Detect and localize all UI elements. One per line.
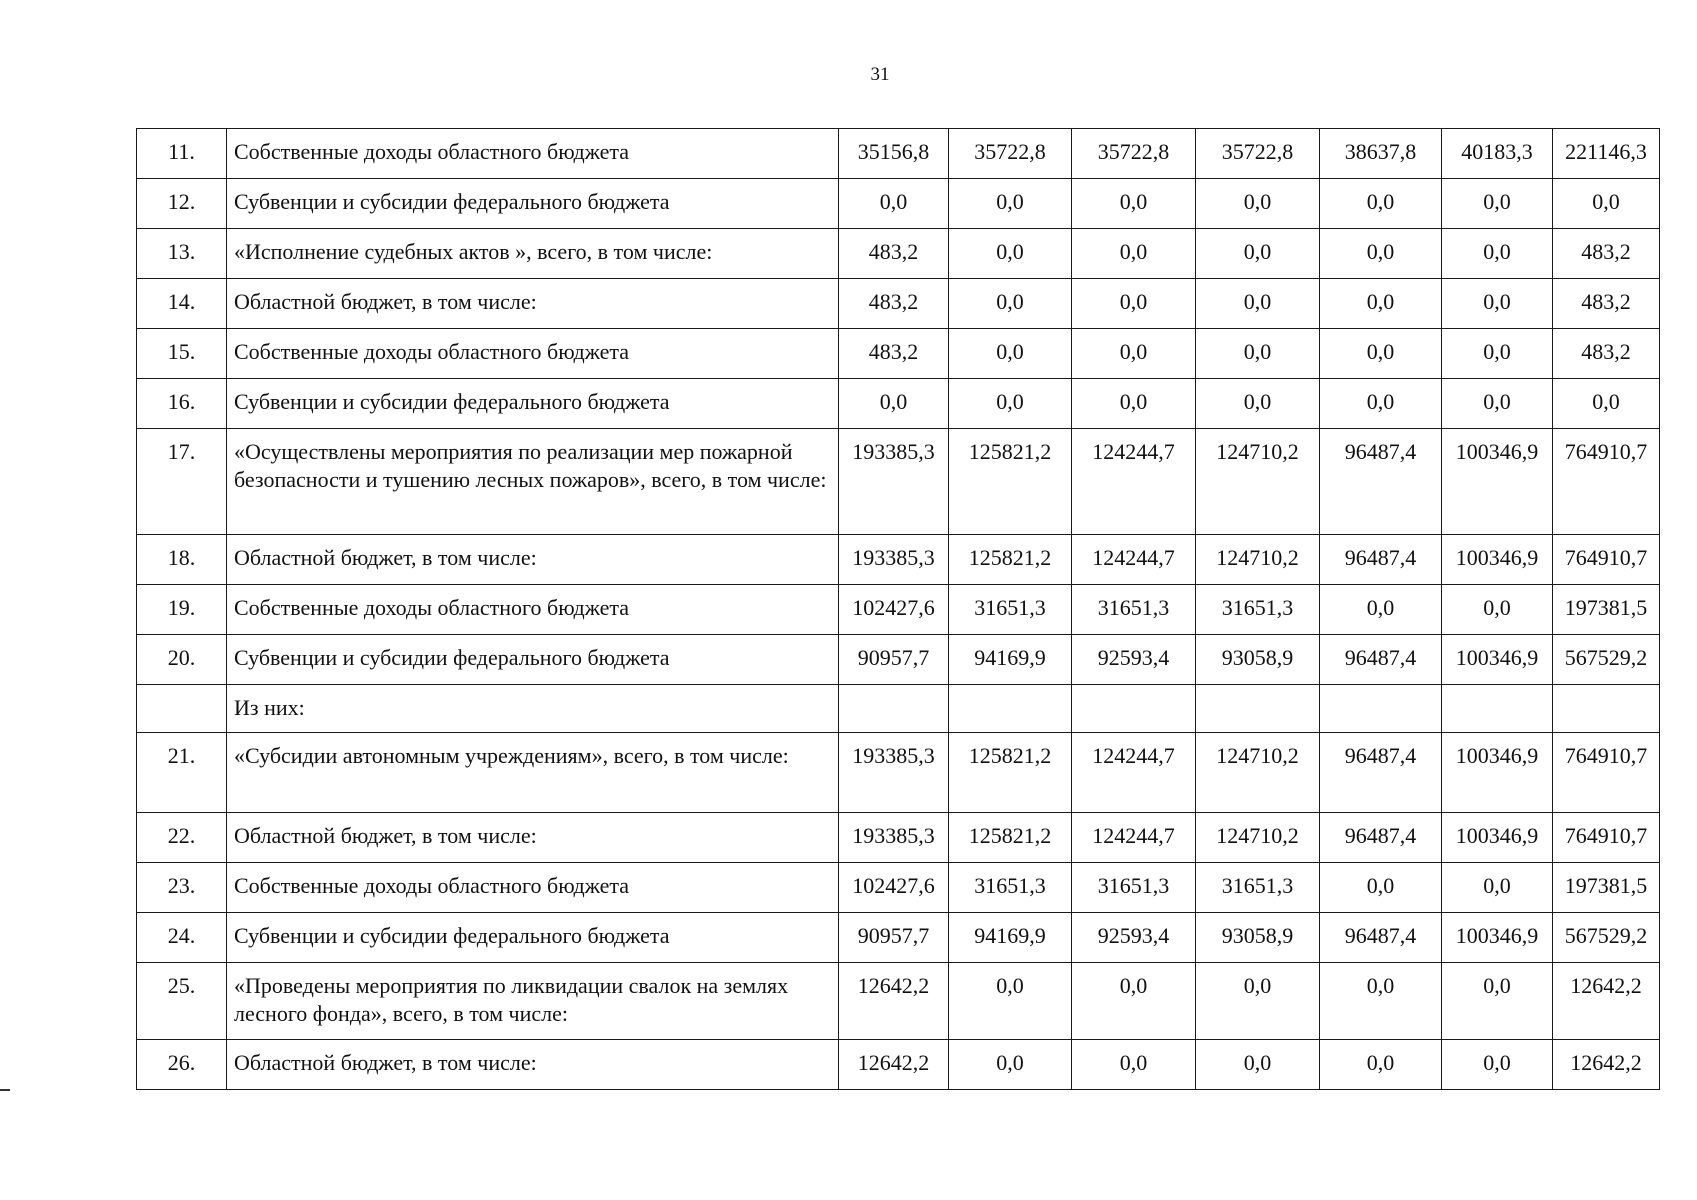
value-cell: 0,0 — [1196, 329, 1320, 379]
value-cell: 12642,2 — [839, 1040, 949, 1090]
value-cell: 0,0 — [1442, 329, 1553, 379]
value-cell: 0,0 — [1442, 179, 1553, 229]
row-label: Субвенции и субсидии федерального бюджета — [227, 913, 839, 963]
value-cell: 35156,8 — [839, 129, 949, 179]
value-cell: 0,0 — [1320, 279, 1442, 329]
value-cell: 197381,5 — [1553, 863, 1660, 913]
value-cell: 0,0 — [1072, 1040, 1196, 1090]
value-cell: 124710,2 — [1196, 733, 1320, 813]
table-row — [137, 733, 1660, 813]
value-cell: 31651,3 — [949, 585, 1072, 635]
row-label: «Субсидии автономным учреждениям», всего, в том числе: — [227, 733, 839, 813]
row-label: Из них: — [227, 685, 839, 733]
value-cell: 124710,2 — [1196, 535, 1320, 585]
value-cell: 31651,3 — [949, 863, 1072, 913]
row-label: Областной бюджет, в том числе: — [227, 535, 839, 585]
value-cell: 483,2 — [839, 279, 949, 329]
table-row — [137, 329, 1660, 379]
value-cell: 0,0 — [1320, 229, 1442, 279]
value-cell: 12642,2 — [839, 963, 949, 1040]
value-cell: 0,0 — [1072, 179, 1196, 229]
value-cell: 567529,2 — [1553, 635, 1660, 685]
value-cell: 483,2 — [1553, 329, 1660, 379]
value-cell: 0,0 — [1442, 863, 1553, 913]
table-row — [137, 279, 1660, 329]
value-cell: 193385,3 — [839, 733, 949, 813]
value-cell: 0,0 — [1072, 329, 1196, 379]
value-cell: 31651,3 — [1072, 585, 1196, 635]
value-cell — [949, 685, 1072, 733]
value-cell: 483,2 — [1553, 279, 1660, 329]
value-cell: 0,0 — [1320, 179, 1442, 229]
value-cell: 96487,4 — [1320, 635, 1442, 685]
table-row — [137, 179, 1660, 229]
value-cell: 0,0 — [949, 1040, 1072, 1090]
table-row — [137, 1040, 1660, 1090]
value-cell: 0,0 — [1320, 329, 1442, 379]
value-cell: 35722,8 — [1196, 129, 1320, 179]
row-number: 12. — [137, 179, 227, 229]
value-cell: 124244,7 — [1072, 733, 1196, 813]
value-cell: 125821,2 — [949, 429, 1072, 535]
value-cell: 96487,4 — [1320, 429, 1442, 535]
value-cell: 124710,2 — [1196, 429, 1320, 535]
value-cell: 193385,3 — [839, 535, 949, 585]
row-number: 19. — [137, 585, 227, 635]
row-number: 15. — [137, 329, 227, 379]
row-number: 20. — [137, 635, 227, 685]
row-number: 24. — [137, 913, 227, 963]
value-cell: 0,0 — [839, 379, 949, 429]
value-cell: 0,0 — [1442, 1040, 1553, 1090]
value-cell: 125821,2 — [949, 733, 1072, 813]
value-cell — [1072, 685, 1196, 733]
value-cell: 124244,7 — [1072, 813, 1196, 863]
value-cell: 0,0 — [1442, 229, 1553, 279]
value-cell: 0,0 — [1196, 279, 1320, 329]
value-cell: 100346,9 — [1442, 733, 1553, 813]
row-number: 13. — [137, 229, 227, 279]
value-cell: 31651,3 — [1196, 585, 1320, 635]
value-cell: 0,0 — [1442, 379, 1553, 429]
value-cell: 100346,9 — [1442, 913, 1553, 963]
value-cell: 764910,7 — [1553, 813, 1660, 863]
value-cell: 0,0 — [1320, 585, 1442, 635]
table-row — [137, 913, 1660, 963]
row-label: Областной бюджет, в том числе: — [227, 279, 839, 329]
value-cell: 35722,8 — [949, 129, 1072, 179]
row-number: 14. — [137, 279, 227, 329]
value-cell: 125821,2 — [949, 535, 1072, 585]
value-cell: 0,0 — [1072, 279, 1196, 329]
value-cell: 0,0 — [1442, 963, 1553, 1040]
value-cell: 0,0 — [949, 179, 1072, 229]
value-cell: 31651,3 — [1072, 863, 1196, 913]
row-label: Собственные доходы областного бюджета — [227, 585, 839, 635]
row-label: Собственные доходы областного бюджета — [227, 329, 839, 379]
table-row — [137, 229, 1660, 279]
row-label: «Исполнение судебных актов », всего, в том числе: — [227, 229, 839, 279]
value-cell — [1442, 685, 1553, 733]
table-row — [137, 635, 1660, 685]
value-cell: 764910,7 — [1553, 733, 1660, 813]
value-cell: 0,0 — [1196, 229, 1320, 279]
value-cell: 0,0 — [1320, 1040, 1442, 1090]
value-cell: 0,0 — [949, 963, 1072, 1040]
value-cell: 38637,8 — [1320, 129, 1442, 179]
value-cell: 94169,9 — [949, 913, 1072, 963]
row-label: «Осуществлены мероприятия по реализации мер пожарной безопасности и тушению лесных пожаров», всего, в том числе: — [227, 429, 839, 535]
value-cell: 764910,7 — [1553, 535, 1660, 585]
row-label: Субвенции и субсидии федерального бюджета — [227, 379, 839, 429]
value-cell: 96487,4 — [1320, 733, 1442, 813]
value-cell: 100346,9 — [1442, 635, 1553, 685]
value-cell: 0,0 — [1320, 863, 1442, 913]
row-label: Собственные доходы областного бюджета — [227, 863, 839, 913]
value-cell: 102427,6 — [839, 585, 949, 635]
value-cell: 483,2 — [839, 329, 949, 379]
value-cell: 0,0 — [1196, 179, 1320, 229]
value-cell: 100346,9 — [1442, 535, 1553, 585]
value-cell: 90957,7 — [839, 913, 949, 963]
table-body — [137, 129, 1660, 1090]
value-cell: 0,0 — [1553, 379, 1660, 429]
value-cell: 12642,2 — [1553, 1040, 1660, 1090]
value-cell: 96487,4 — [1320, 813, 1442, 863]
row-number: 18. — [137, 535, 227, 585]
page-number: 31 — [870, 64, 890, 85]
value-cell: 92593,4 — [1072, 913, 1196, 963]
value-cell: 0,0 — [1442, 279, 1553, 329]
table-row — [137, 379, 1660, 429]
row-label: Субвенции и субсидии федерального бюджета — [227, 179, 839, 229]
row-number: 26. — [137, 1040, 227, 1090]
value-cell: 92593,4 — [1072, 635, 1196, 685]
value-cell: 102427,6 — [839, 863, 949, 913]
value-cell — [1320, 685, 1442, 733]
value-cell: 93058,9 — [1196, 635, 1320, 685]
table-row — [137, 685, 1660, 733]
row-number — [137, 685, 227, 733]
value-cell: 35722,8 — [1072, 129, 1196, 179]
value-cell: 197381,5 — [1553, 585, 1660, 635]
row-number: 16. — [137, 379, 227, 429]
row-number: 21. — [137, 733, 227, 813]
value-cell: 764910,7 — [1553, 429, 1660, 535]
value-cell: 90957,7 — [839, 635, 949, 685]
value-cell: 221146,3 — [1553, 129, 1660, 179]
row-label: Областной бюджет, в том числе: — [227, 1040, 839, 1090]
value-cell: 96487,4 — [1320, 913, 1442, 963]
value-cell: 94169,9 — [949, 635, 1072, 685]
value-cell: 0,0 — [1072, 963, 1196, 1040]
value-cell: 0,0 — [1320, 379, 1442, 429]
value-cell: 0,0 — [839, 179, 949, 229]
value-cell: 0,0 — [1553, 179, 1660, 229]
row-label: Собственные доходы областного бюджета — [227, 129, 839, 179]
table-row — [137, 129, 1660, 179]
table-row — [137, 963, 1660, 1040]
value-cell: 40183,3 — [1442, 129, 1553, 179]
value-cell: 483,2 — [1553, 229, 1660, 279]
value-cell — [1553, 685, 1660, 733]
budget-table — [136, 128, 1660, 1090]
table-row — [137, 535, 1660, 585]
value-cell: 0,0 — [1320, 963, 1442, 1040]
value-cell: 125821,2 — [949, 813, 1072, 863]
table-row — [137, 863, 1660, 913]
value-cell: 124710,2 — [1196, 813, 1320, 863]
row-label: Субвенции и субсидии федерального бюджета — [227, 635, 839, 685]
table-row — [137, 429, 1660, 535]
value-cell: 124244,7 — [1072, 429, 1196, 535]
value-cell: 31651,3 — [1196, 863, 1320, 913]
value-cell — [1196, 685, 1320, 733]
margin-mark — [0, 1089, 10, 1091]
value-cell: 0,0 — [1072, 379, 1196, 429]
value-cell: 0,0 — [1196, 379, 1320, 429]
row-label: «Проведены мероприятия по ликвидации свалок на землях лесного фонда», всего, в том числе: — [227, 963, 839, 1040]
value-cell: 12642,2 — [1553, 963, 1660, 1040]
value-cell: 96487,4 — [1320, 535, 1442, 585]
value-cell: 0,0 — [949, 379, 1072, 429]
table-row — [137, 813, 1660, 863]
table-row — [137, 585, 1660, 635]
row-label: Областной бюджет, в том числе: — [227, 813, 839, 863]
value-cell: 124244,7 — [1072, 535, 1196, 585]
value-cell: 193385,3 — [839, 813, 949, 863]
value-cell — [839, 685, 949, 733]
value-cell: 567529,2 — [1553, 913, 1660, 963]
value-cell: 0,0 — [1196, 963, 1320, 1040]
value-cell: 0,0 — [1442, 585, 1553, 635]
row-number: 17. — [137, 429, 227, 535]
row-number: 22. — [137, 813, 227, 863]
row-number: 11. — [137, 129, 227, 179]
value-cell: 483,2 — [839, 229, 949, 279]
value-cell: 0,0 — [1072, 229, 1196, 279]
value-cell: 193385,3 — [839, 429, 949, 535]
value-cell: 0,0 — [949, 279, 1072, 329]
value-cell: 0,0 — [1196, 1040, 1320, 1090]
value-cell: 0,0 — [949, 329, 1072, 379]
value-cell: 0,0 — [949, 229, 1072, 279]
value-cell: 100346,9 — [1442, 813, 1553, 863]
row-number: 23. — [137, 863, 227, 913]
value-cell: 93058,9 — [1196, 913, 1320, 963]
row-number: 25. — [137, 963, 227, 1040]
value-cell: 100346,9 — [1442, 429, 1553, 535]
